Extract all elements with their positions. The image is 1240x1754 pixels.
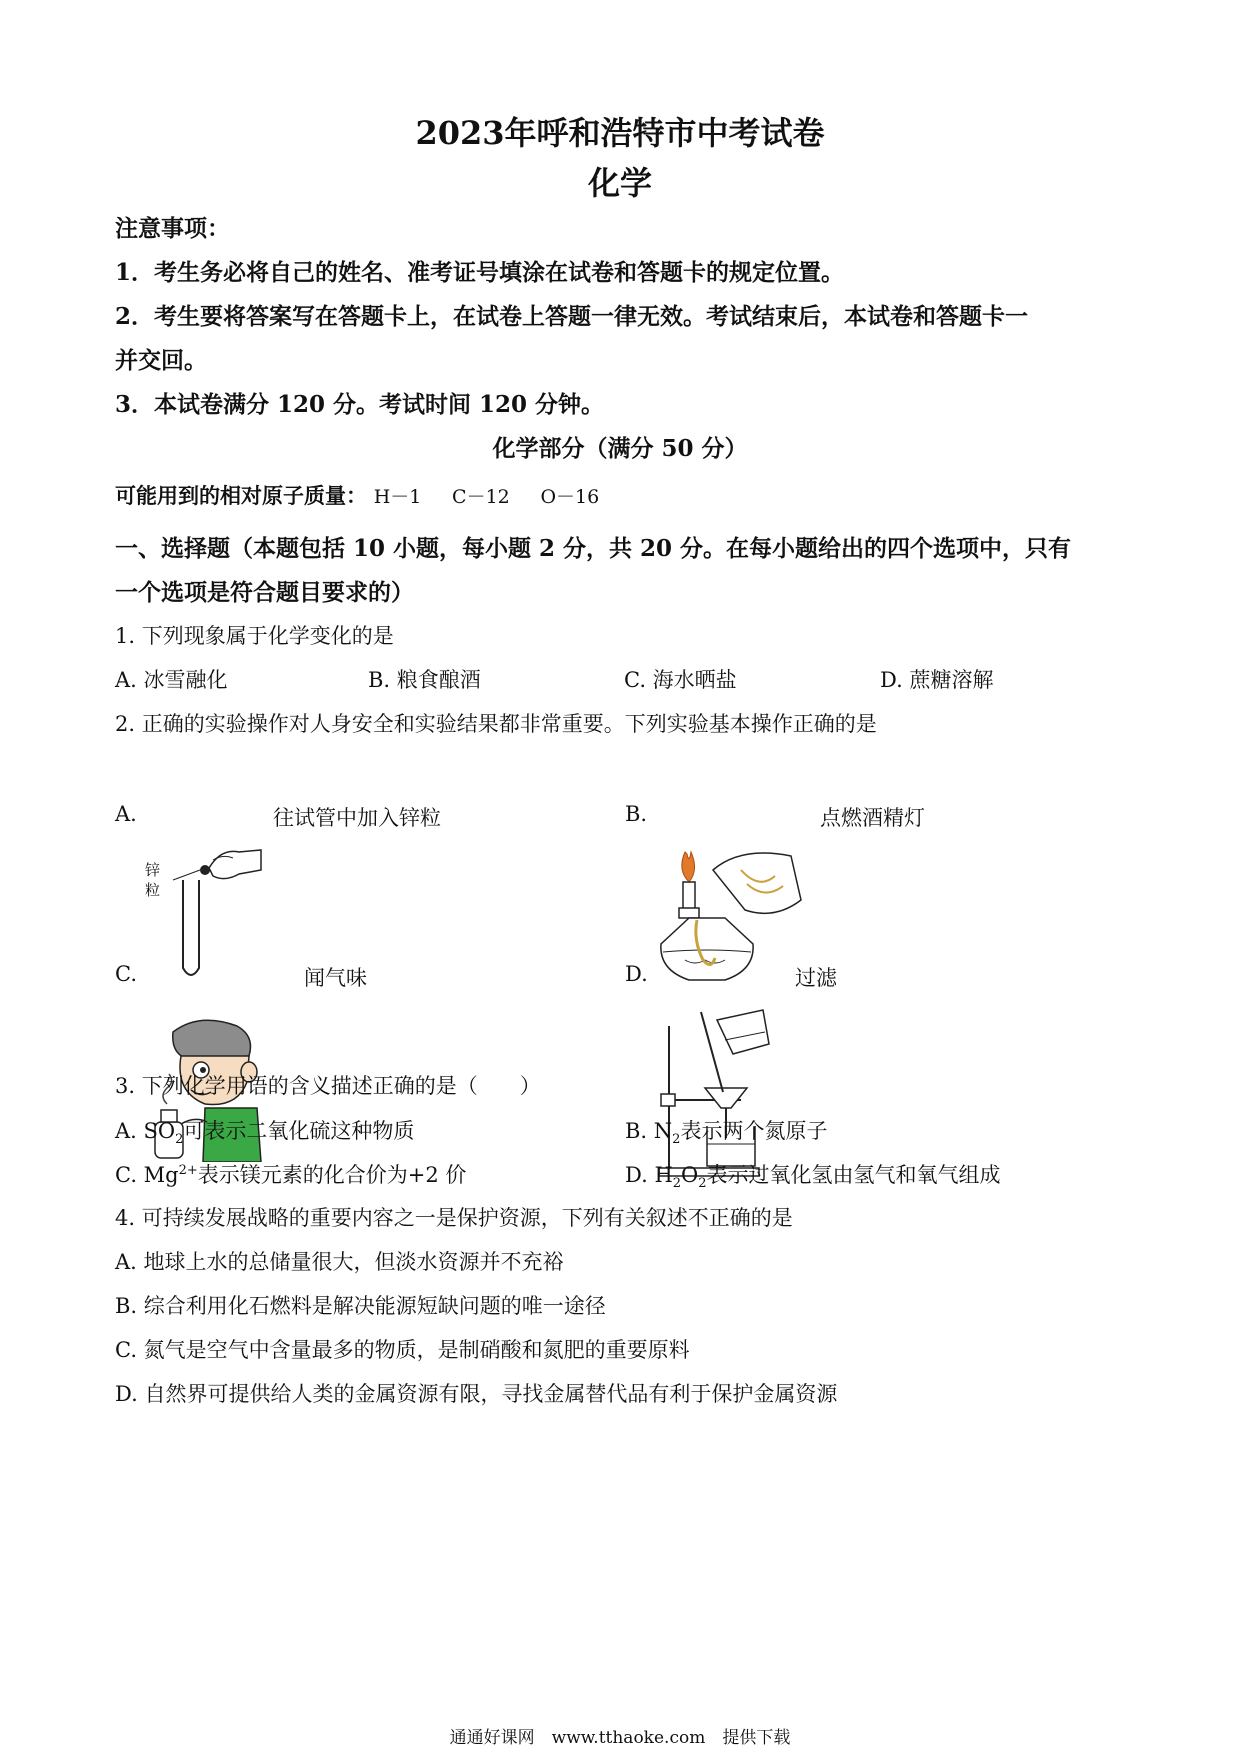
q3-option-d [625,1159,1001,1191]
notice-item-2-cont: 并交回。 [115,347,207,374]
atomic-mass-c: C－12 [452,486,510,508]
notice-item-2: 2．考生要将答案写在答题卡上，在试卷上答题一律无效。考试结束后，本试卷和答题卡一 [115,303,1029,330]
q1-option-b: B. 粮食酿酒 [368,668,481,692]
part1-heading-line1: 一、选择题（本题包括 10 小题，每小题 2 分，共 20 分。在每小题给出的四个选项中，只有 [115,535,1072,562]
atomic-mass-label: 可能用到的相对原子质量： [115,483,367,508]
q3-stem: 3. 下列化学用语的含义描述正确的是（ ） [115,1074,541,1098]
q4-option-d: D. 自然界可提供给人类的金属资源有限，寻找金属替代品有利于保护金属资源 [115,1382,838,1406]
q2-option-b-letter: B. [625,802,648,826]
q3-option-c [115,1159,466,1189]
q1-option-d: D. 蔗糖溶解 [880,668,994,692]
q2-option-c-letter: C. [115,962,137,986]
test-tube-zinc-figure [165,840,265,990]
q2-option-a-text: 往试管中加入锌粒 [273,806,441,830]
notice-item-1: 1．考生务必将自己的姓名、准考证号填涂在试卷和答题卡的规定位置。 [115,259,845,286]
q4-option-a: A. 地球上水的总储量很大，但淡水资源并不充裕 [115,1250,564,1274]
q2-option-b-text: 点燃酒精灯 [820,806,925,830]
q3-c-rest: 表示镁元素的化合价为+2 价 [197,1163,467,1187]
q1-option-c: C. 海水晒盐 [624,668,737,692]
q3-option-b [625,1115,827,1147]
atomic-mass-h: H－1 [373,486,422,508]
exam-title: 2023年呼和浩特市中考试卷 [415,114,825,152]
q3-option-a [115,1115,414,1147]
q3-c-sup: 2+ [178,1163,198,1178]
q4-stem: 4. 可持续发展战略的重要内容之一是保护资源，下列有关叙述不正确的是 [115,1206,793,1230]
part1-heading-line2: 一个选项是符合题目要求的） [115,579,414,606]
q3-c-prefix: C. Mg [115,1163,179,1187]
q3-a-prefix: A. SO [115,1119,176,1143]
q3-d-rest: 表示过氧化氢由氢气和氧气组成 [706,1163,1001,1187]
q2-option-d-text: 过滤 [795,966,837,990]
q3-d-sub2: 2 [698,1176,707,1192]
q2-option-c-text: 闻气味 [304,966,367,990]
alcohol-lamp-figure [655,840,805,985]
q3-b-prefix: B. N [625,1119,673,1143]
q3-b-rest: 表示两个氮原子 [680,1119,828,1143]
atomic-mass-row [115,480,599,510]
q4-option-c: C. 氮气是空气中含量最多的物质，是制硝酸和氮肥的重要原料 [115,1338,690,1362]
q2-option-a-letter: A. [115,802,137,826]
zinc-label: 锌粒 [145,861,161,899]
q1-option-a: A. 冰雪融化 [115,668,228,692]
q3-d-sub1: 2 [672,1176,682,1192]
q3-b-sub: 2 [672,1132,681,1148]
section-title: 化学部分（满分 50 分） [492,435,748,462]
q4-option-b: B. 综合利用化石燃料是解决能源短缺问题的唯一途径 [115,1294,606,1318]
q2-stem: 2. 正确的实验操作对人身安全和实验结果都非常重要。下列实验基本操作正确的是 [115,712,877,736]
q3-d-mid: O [681,1163,699,1187]
q3-a-sub: 2 [175,1132,184,1148]
q1-stem: 1. 下列现象属于化学变化的是 [115,624,394,648]
q3-a-rest: 可表示二氧化硫这种物质 [183,1119,415,1143]
q3-d-prefix: D. H [625,1163,673,1187]
q2-option-d-letter: D. [625,962,648,986]
footer-watermark: 通通好课网 www.tthaoke.com 提供下载 [449,1728,791,1748]
notice-item-3: 3．本试卷满分 120 分。考试时间 120 分钟。 [115,391,605,418]
atomic-mass-o: O－16 [540,486,600,508]
notice-heading: 注意事项： [115,215,230,242]
filtration-figure [655,1008,785,1178]
subject-title: 化学 [587,164,652,202]
